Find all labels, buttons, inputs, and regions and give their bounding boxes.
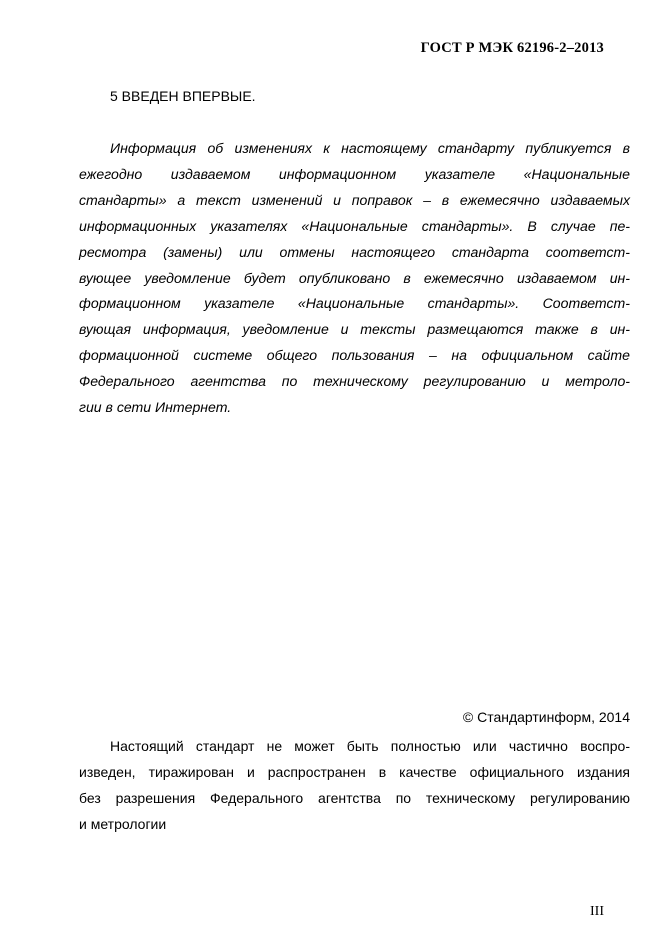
amendments-information-paragraph xyxy=(79,136,630,421)
copyright-notice: © Стандартинформ, 2014 xyxy=(462,709,630,725)
notice-line: изведен, тиражирован и распространен в качестве официального издания xyxy=(79,763,630,780)
info-line: формационной системе общего пользования – на официальном сайте xyxy=(79,347,630,364)
reproduction-notice-paragraph xyxy=(79,734,630,838)
notice-line: без разрешения Федерального агентства по техническому регулированию xyxy=(79,789,630,806)
info-line: гии в сети Интернет. xyxy=(79,399,232,416)
info-line: вующая информация, уведомление и тексты размещаются также в ин- xyxy=(79,321,630,338)
page-number: III xyxy=(590,904,604,919)
info-line: Информация об изменениях к настоящему стандарту публикуется в xyxy=(110,140,630,156)
info-line: вующее уведомление будет опубликовано в ежемесячно издаваемом ин- xyxy=(79,269,630,286)
info-line: Федерального агентства по техническому регулированию и метроло- xyxy=(79,373,630,390)
info-line: формационном указателе «Национальные стандарты». Соответст- xyxy=(79,295,630,312)
document-code-header: ГОСТ Р МЭК 62196-2–2013 xyxy=(420,40,604,56)
info-line: ежегодно издаваемом информационном указателе «Национальные xyxy=(79,165,630,182)
info-line: информационных указателях «Национальные стандарты». В случае пе- xyxy=(79,217,630,234)
info-line: ресмотра (замены) или отмены настоящего стандарта соответст- xyxy=(79,243,630,260)
info-line: стандарты» а текст изменений и поправок – в ежемесячно издаваемых xyxy=(79,191,630,208)
notice-line: Настоящий стандарт не может быть полностью или частично воспро- xyxy=(110,738,630,754)
introduction-statement: 5 ВВЕДЕН ВПЕРВЫЕ. xyxy=(110,88,256,104)
notice-line: и метрологии xyxy=(79,815,167,832)
